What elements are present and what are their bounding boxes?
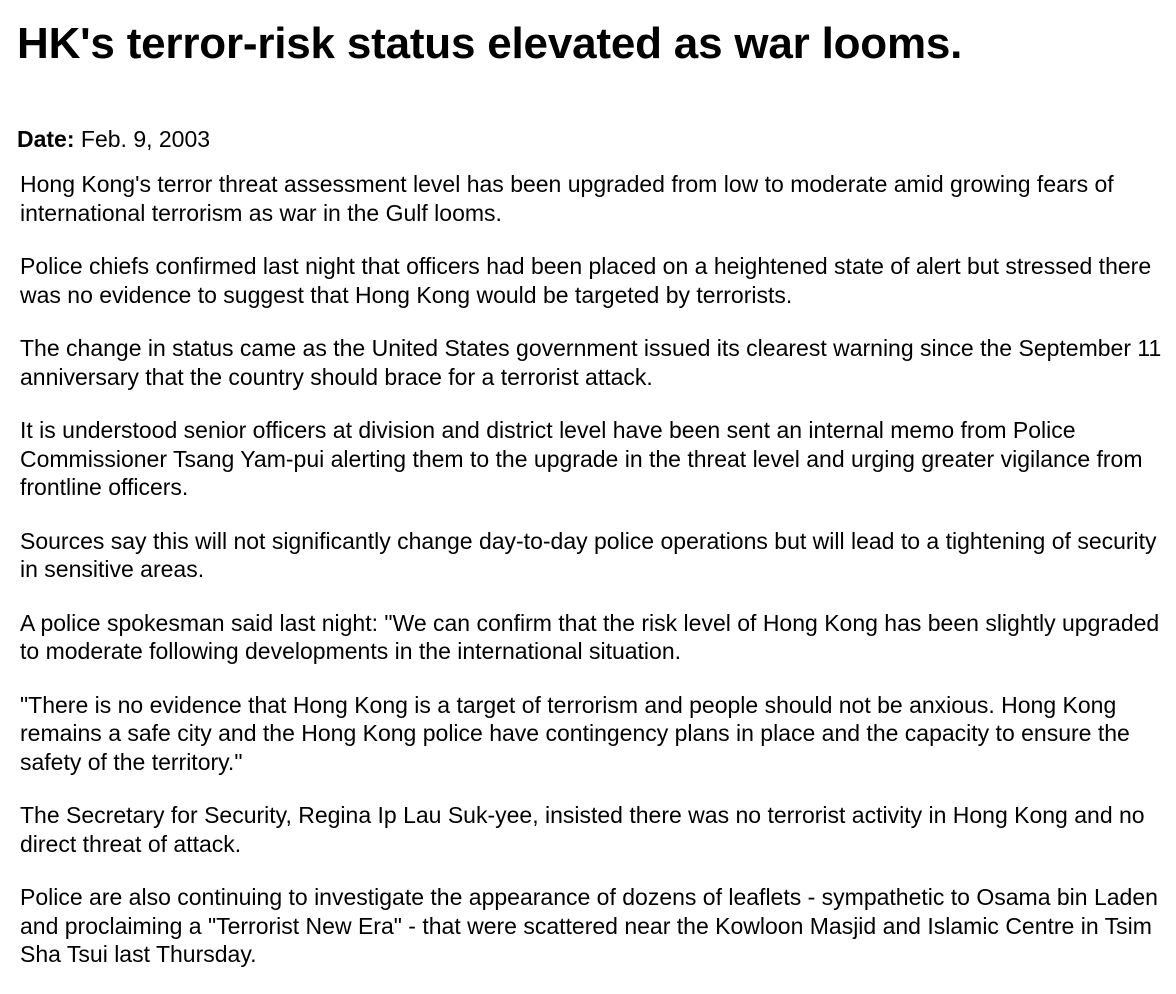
article-dateline [17, 125, 210, 153]
article-paragraph: Sources say this will not significantly change day-to-day police operations but will lead to a tightening of security in sensitive areas. [20, 527, 1157, 582]
date-label: Date: [17, 126, 75, 152]
article-body [20, 170, 1170, 994]
article-paragraph: A police spokesman said last night: "We can confirm that the risk level of Hong Kong has been slightly upgraded to moderate following developments in the international situation. [20, 609, 1160, 664]
date-value: Feb. 9, 2003 [80, 126, 211, 152]
article-headline: HK's terror-risk status elevated as war looms. [17, 19, 963, 68]
article-paragraph: Police are also continuing to investigate the appearance of dozens of leaflets - sympathetic to Osama bin Laden and proclaiming a "Terrorist New Era" - that were scattered near the Kowloon Masjid and Islamic Centre in Tsim Sha Tsui last Thursday. [20, 884, 1158, 967]
article-paragraph: The change in status came as the United States government issued its clearest warning since the September 11 anniversary that the country should brace for a terrorist attack. [20, 335, 1162, 390]
article-paragraph: "There is no evidence that Hong Kong is a target of terrorism and people should not be anxious. Hong Kong remains a safe city and the Hong Kong police have contingency plans in place and the capacity to ensure the safety of the territory." [20, 691, 1130, 775]
article-paragraph: Police chiefs confirmed last night that officers had been placed on a heightened state of alert but stressed there was no evidence to suggest that Hong Kong would be targeted by terrorists. [20, 253, 1152, 308]
article-paragraph: Hong Kong's terror threat assessment level has been upgraded from low to moderate amid growing fears of international terrorism as war in the Gulf looms. [20, 171, 1114, 226]
article-paragraph: The Secretary for Security, Regina Ip Lau Suk-yee, insisted there was no terrorist activity in Hong Kong and no direct threat of attack. [20, 802, 1145, 857]
article-paragraph: It is understood senior officers at division and district level have been sent an internal memo from Police Commissioner Tsang Yam-pui alerting them to the upgrade in the threat level and urging greater vigilance from frontline officers. [20, 417, 1143, 500]
